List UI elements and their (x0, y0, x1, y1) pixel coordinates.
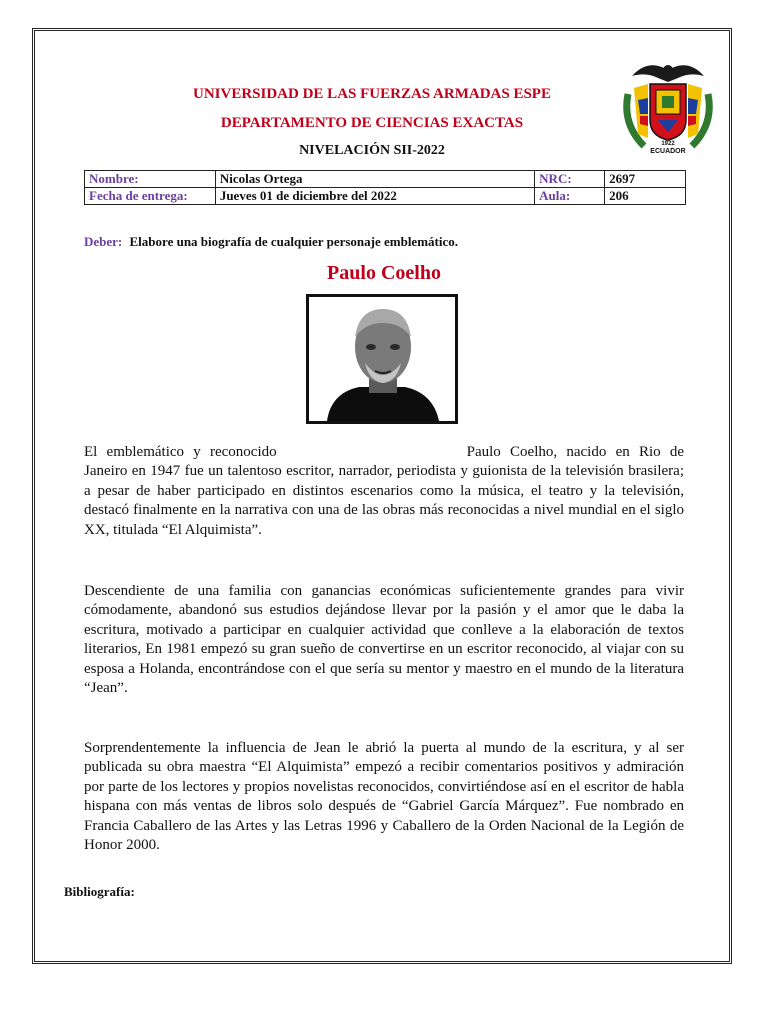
logo-country-text: ECUADOR (650, 148, 686, 155)
paragraph-1-intro: El emblemático y reconocido (84, 444, 277, 460)
portrait-photo (306, 294, 458, 424)
paragraph-1 (84, 443, 684, 540)
student-info-table (84, 170, 686, 205)
name-value: Nicolas Ortega (215, 171, 534, 188)
nrc-label: NRC: (535, 171, 605, 188)
name-label: Nombre: (85, 171, 216, 188)
assignment-label: Deber: (84, 234, 123, 249)
level-heading: NIVELACIÓN SII-2022 (299, 143, 445, 158)
nrc-value: 2697 (605, 171, 686, 188)
paragraph-1-body: Paulo Coelho, nacido en Rio de Janeiro en 1947 fue un talentoso escritor, narrador, periodista y guionista de la televisión brasilera; a pesar de haber participado en distintos escenarios como la música, el teatro y la televisión, destacó finalmente en la narrativa con una de las obras más reconocidas a nivel mundial en el siglo XX, titulada “El Alquimista”. (84, 444, 685, 538)
paragraph-2: Descendiente de una familia con ganancias económicas suficientemente grandes para vivir cómodamente, abandonó sus estudios dejándose llevar por la pasión y el amor que le daba la escritura, motivado a participar en cualquier actividad que conlleve a la elaboración de textos literarios, En 1981 empezó su gran sueño de convertirse en un escritor reconocido, al viajar con su esposa a Holanda, encontrándose con el que sería su mentor y maestro en el mundo de la literatura “Jean”. (84, 583, 684, 697)
room-value: 206 (605, 188, 686, 205)
date-value: Jueves 01 de diciembre del 2022 (215, 188, 534, 205)
assignment-line (84, 234, 458, 250)
espe-logo (618, 54, 718, 158)
department-heading: DEPARTAMENTO DE CIENCIAS EXACTAS (220, 115, 524, 131)
paragraph-3: Sorprendentemente la influencia de Jean le abrió la puerta al mundo de la escritura, y al ser publicada su obra maestra “El Alquimista” empezó a recibir comentarios positivos y admiración por parte de los lectores y propios novelistas reconocidos, convirtiéndose así en el escritor de habla hispana con más ventas de libros solo después de “Gabriel García Márquez”. Fue nombrado en Francia Caballero de las Artes y las Letras 1996 y Caballero de la Orden Nacional de la Legión de Honor 2000. (84, 740, 684, 854)
biography-title: Paulo Coelho (327, 262, 441, 284)
logo-year-text: 1922 (661, 141, 675, 147)
room-label: Aula: (535, 188, 605, 205)
university-heading: UNIVERSIDAD DE LAS FUERZAS ARMADAS ESPE (193, 86, 551, 102)
assignment-text: Elabore una biografía de cualquier personaje emblemático. (129, 234, 458, 249)
bibliography-heading: Bibliografía: (64, 884, 135, 899)
date-label: Fecha de entrega: (85, 188, 216, 205)
